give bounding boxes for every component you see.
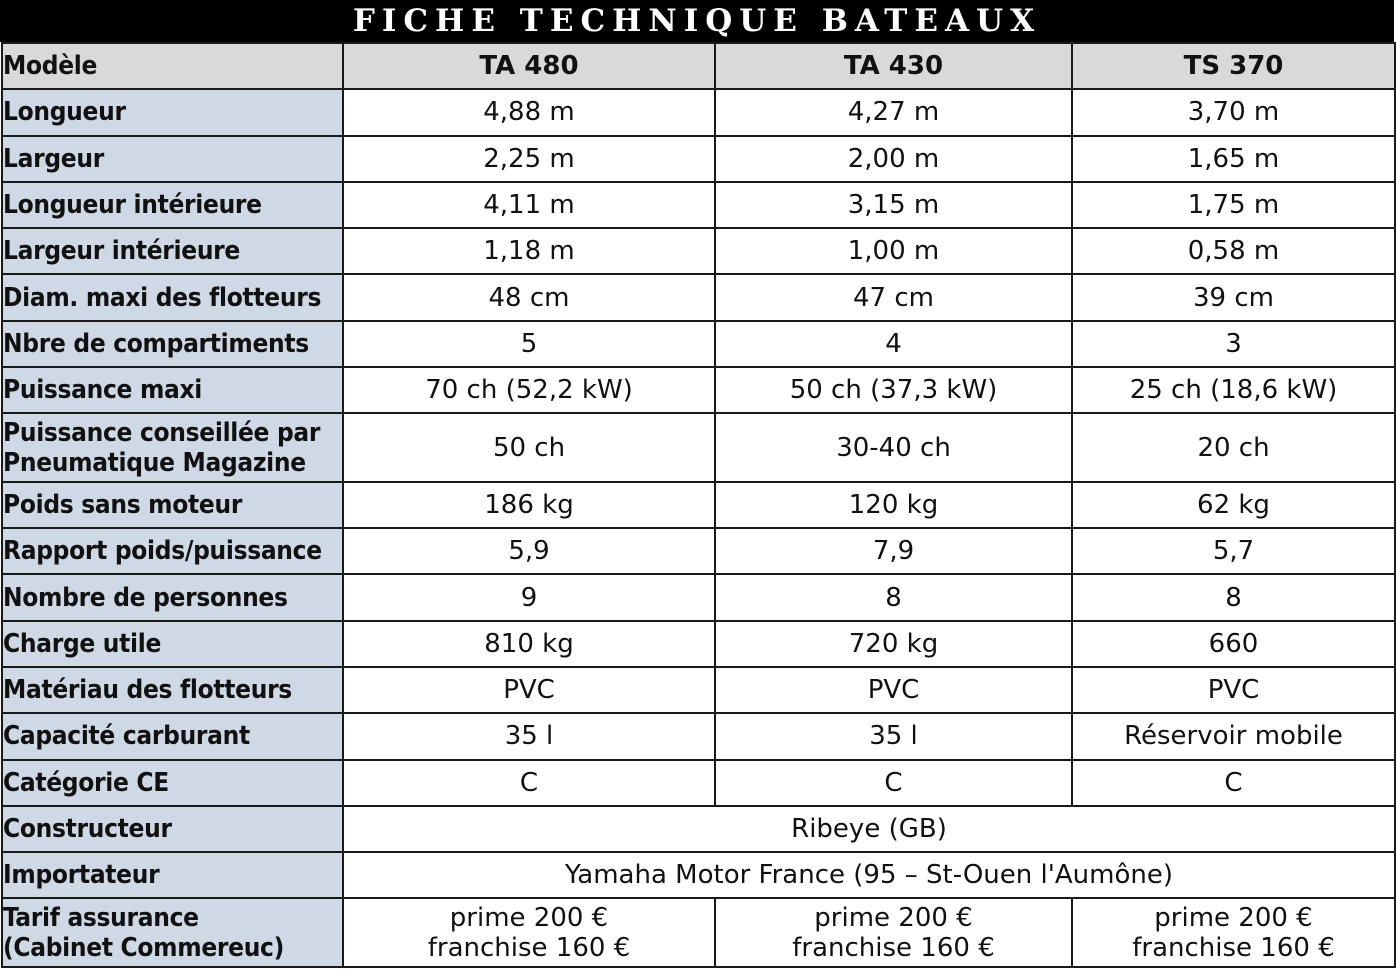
row-diametre-flotteurs — [2, 274, 1395, 320]
row-label: Longueur — [2, 89, 343, 135]
row-label-line: Pneumatique Magazine — [3, 447, 306, 478]
cell-ta480: C — [343, 760, 715, 806]
cell-ts370: 20 ch — [1072, 413, 1395, 481]
row-label: Capacité carburant — [2, 713, 343, 759]
row-constructeur — [2, 806, 1395, 852]
cell-ta480 — [343, 898, 715, 967]
row-label: Largeur — [2, 136, 343, 182]
cell-ta430: 50 ch (37,3 kW) — [715, 367, 1072, 413]
row-tarif-assurance — [2, 898, 1395, 967]
cell-ts370: PVC — [1072, 667, 1395, 713]
row-label: Matériau des flotteurs — [2, 667, 343, 713]
row-label: Largeur intérieure — [2, 228, 343, 274]
row-carburant — [2, 713, 1395, 759]
row-label — [2, 413, 343, 481]
row-puissance-conseillee — [2, 413, 1395, 481]
row-poids — [2, 482, 1395, 528]
cell-ta480: 70 ch (52,2 kW) — [343, 367, 715, 413]
cell-ta430: 47 cm — [715, 274, 1072, 320]
model-ts370: TS 370 — [1072, 43, 1395, 89]
cell-ta430: 1,00 m — [715, 228, 1072, 274]
row-categorie-ce — [2, 760, 1395, 806]
row-label: Charge utile — [2, 621, 343, 667]
cell-ta430: 35 l — [715, 713, 1072, 759]
cell-ta480: 5 — [343, 321, 715, 367]
cell-ta480: PVC — [343, 667, 715, 713]
cell-ta430: 720 kg — [715, 621, 1072, 667]
row-label-line: (Cabinet Commereuc) — [3, 932, 285, 963]
cell-ta430: 120 kg — [715, 482, 1072, 528]
cell-ta480: 1,18 m — [343, 228, 715, 274]
cell-line: prime 200 € — [449, 902, 609, 933]
cell-ta480: 186 kg — [343, 482, 715, 528]
row-longueur — [2, 89, 1395, 135]
cell-ts370: 62 kg — [1072, 482, 1395, 528]
cell-ts370: 0,58 m — [1072, 228, 1395, 274]
cell-ts370: 39 cm — [1072, 274, 1395, 320]
cell-ta480: 4,11 m — [343, 182, 715, 228]
row-label: Importateur — [2, 852, 343, 898]
row-label: Nbre de compartiments — [2, 321, 343, 367]
row-label-line: Tarif assurance — [3, 902, 199, 933]
row-label-line: Puissance conseillée par — [3, 417, 321, 448]
cell-ts370 — [1072, 898, 1395, 967]
row-puissance-maxi — [2, 367, 1395, 413]
cell-ta480: 810 kg — [343, 621, 715, 667]
cell-ta430: 8 — [715, 574, 1072, 620]
cell-line: prime 200 € — [1154, 902, 1313, 933]
row-personnes — [2, 574, 1395, 620]
cell-ta430: 4 — [715, 321, 1072, 367]
cell-line: franchise 160 € — [427, 932, 631, 963]
cell-ta430: 4,27 m — [715, 89, 1072, 135]
row-label: Rapport poids/puissance — [2, 528, 343, 574]
row-largeur-interieure — [2, 228, 1395, 274]
cell-span-all: Yamaha Motor France (95 – St-Ouen l'Aumône) — [343, 852, 1395, 898]
cell-ts370: 1,75 m — [1072, 182, 1395, 228]
cell-ta430: 7,9 — [715, 528, 1072, 574]
model-ta480: TA 480 — [343, 43, 715, 89]
cell-ts370: Réservoir mobile — [1072, 713, 1395, 759]
cell-ta430: 2,00 m — [715, 136, 1072, 182]
header-row — [2, 43, 1395, 89]
cell-ts370: 3 — [1072, 321, 1395, 367]
cell-ts370: 8 — [1072, 574, 1395, 620]
row-label: Diam. maxi des flotteurs — [2, 274, 343, 320]
model-ta430: TA 430 — [715, 43, 1072, 89]
row-label: Constructeur — [2, 806, 343, 852]
cell-ts370: C — [1072, 760, 1395, 806]
cell-ts370: 3,70 m — [1072, 89, 1395, 135]
row-longueur-interieure — [2, 182, 1395, 228]
cell-ta480: 50 ch — [343, 413, 715, 481]
cell-ta480: 4,88 m — [343, 89, 715, 135]
row-label: Poids sans moteur — [2, 482, 343, 528]
cell-line: franchise 160 € — [792, 932, 995, 963]
cell-ta480: 5,9 — [343, 528, 715, 574]
cell-ta480: 2,25 m — [343, 136, 715, 182]
cell-ts370: 660 — [1072, 621, 1395, 667]
cell-ta430: C — [715, 760, 1072, 806]
cell-line: prime 200 € — [814, 902, 973, 933]
row-materiau — [2, 667, 1395, 713]
cell-ta430: 30-40 ch — [715, 413, 1072, 481]
cell-ta480: 35 l — [343, 713, 715, 759]
row-label — [2, 898, 343, 967]
row-compartiments — [2, 321, 1395, 367]
cell-ta480: 48 cm — [343, 274, 715, 320]
page-title: FICHE TECHNIQUE BATEAUX — [0, 0, 1394, 42]
cell-ts370: 25 ch (18,6 kW) — [1072, 367, 1395, 413]
row-label: Catégorie CE — [2, 760, 343, 806]
row-label: Puissance maxi — [2, 367, 343, 413]
row-rapport-poids-puissance — [2, 528, 1395, 574]
row-importateur — [2, 852, 1395, 898]
cell-ta430: PVC — [715, 667, 1072, 713]
cell-ta480: 9 — [343, 574, 715, 620]
row-largeur — [2, 136, 1395, 182]
cell-ta430: 3,15 m — [715, 182, 1072, 228]
cell-ts370: 1,65 m — [1072, 136, 1395, 182]
row-charge-utile — [2, 621, 1395, 667]
cell-span-all: Ribeye (GB) — [343, 806, 1395, 852]
cell-ta430 — [715, 898, 1072, 967]
spec-table — [1, 42, 1396, 968]
row-label: Longueur intérieure — [2, 182, 343, 228]
row-label: Nombre de personnes — [2, 574, 343, 620]
cell-ts370: 5,7 — [1072, 528, 1395, 574]
cell-line: franchise 160 € — [1132, 932, 1335, 963]
header-label: Modèle — [2, 43, 343, 89]
